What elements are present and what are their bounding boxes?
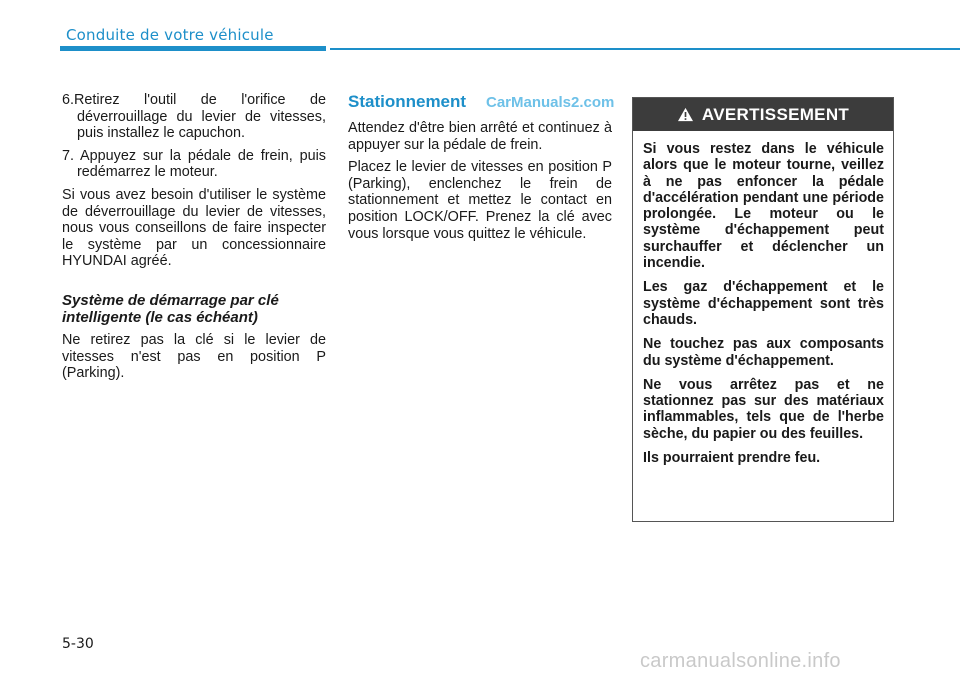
footer-watermark: carmanualsonline.info bbox=[640, 650, 841, 672]
parking-paragraph-1: Attendez d'être bien arrêté et continuez à appuyer sur la pédale de frein. bbox=[348, 120, 612, 153]
parking-paragraph-2: Placez le levier de vitesses en position P (Parking), enclenchez le frein de stationnement et mettez le contact en position LOCK/OFF. Prenez la clé avec vous lorsque vous quittez le véhicule. bbox=[348, 159, 612, 242]
shift-lock-paragraph: Si vous avez besoin d'utiliser le système de déverrouillage du levier de vitesses, nous vous conseillons de faire inspecter le système par un concessionnaire HYUNDAI agréé. bbox=[62, 186, 326, 270]
warning-title: AVERTISSEMENT bbox=[701, 104, 850, 124]
warning-box bbox=[632, 97, 894, 522]
header-divider-line bbox=[330, 48, 960, 50]
smart-key-subheading: Système de démarrage par clé intelligente (le cas échéant) bbox=[62, 291, 279, 326]
page-number: 5-30 bbox=[62, 636, 94, 652]
carmanuals-watermark: CarManuals2.com bbox=[486, 94, 615, 111]
section-title: Conduite de votre véhicule bbox=[66, 26, 274, 44]
warning-paragraph: Ils pourraient prendre feu. bbox=[643, 450, 821, 467]
parking-heading: Stationnement bbox=[348, 92, 467, 111]
step-7: 7. Appuyez sur la pédale de frein, puis redémarrez le moteur. bbox=[62, 147, 326, 181]
step-6: 6.Retirez l'outil de l'orifice de déverrouillage du levier de vitesses, puis installez le capuchon. bbox=[62, 92, 326, 142]
warning-paragraph: Ne vous arrêtez pas et ne stationnez pas sur des matériaux inflammables, tels que de l'herbe sèche, du papier ou des feuilles. bbox=[643, 376, 884, 442]
warning-body bbox=[633, 131, 893, 466]
middle-column bbox=[348, 92, 615, 248]
smart-key-paragraph: Ne retirez pas la clé si le levier de vitesses n'est pas en position P (Parking). bbox=[62, 331, 326, 382]
warning-paragraph: Ne touchez pas aux composants du système d'échappement. bbox=[643, 336, 884, 369]
warning-paragraph: Les gaz d'échappement et le système d'échappement sont très chauds. bbox=[643, 279, 884, 328]
warning-triangle-icon bbox=[677, 107, 694, 122]
warning-paragraph: Si vous restez dans le véhicule alors que le moteur tourne, veillez à ne pas enfoncer la pédale d'accélération pendant une période prolongée. Le moteur ou le système d'échappement peut surchauffer et déclencher un incendie. bbox=[643, 141, 884, 272]
header-accent-bar bbox=[60, 46, 326, 51]
left-column bbox=[62, 92, 326, 388]
warning-header bbox=[633, 98, 893, 131]
